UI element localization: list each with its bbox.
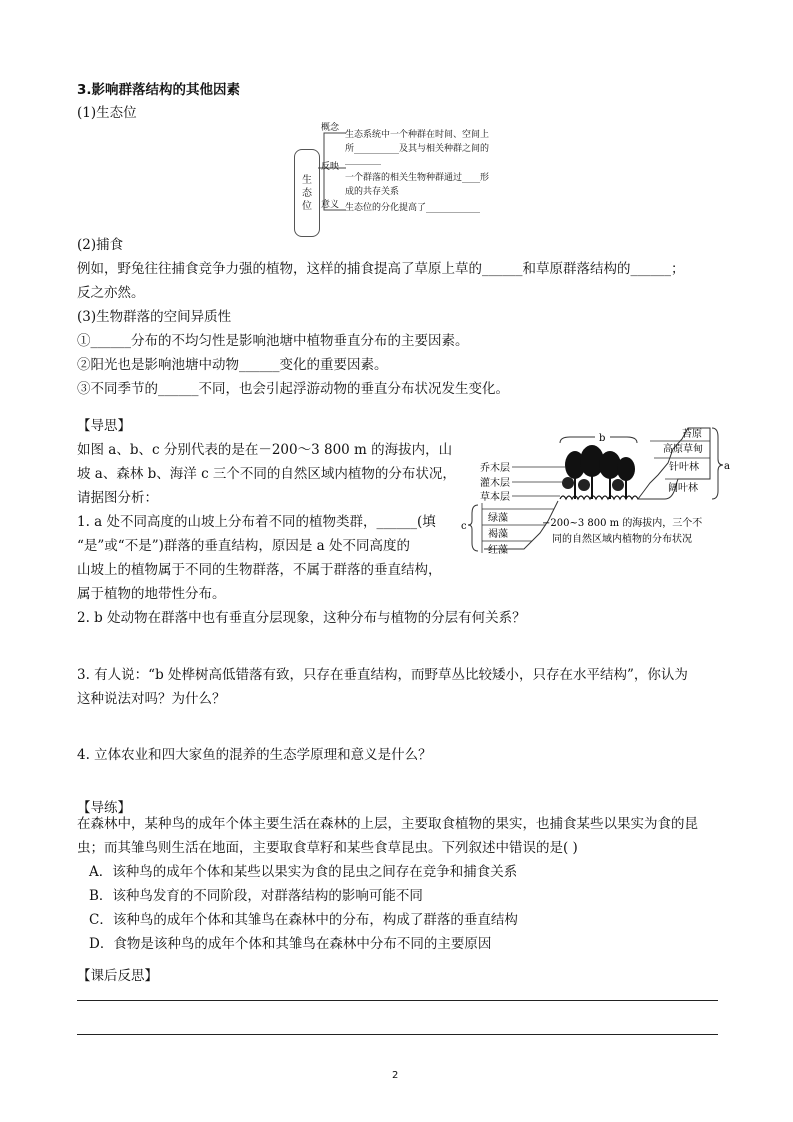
label-tundra: 苔原 [682,429,702,440]
niche-label-meaning: 意义 [321,200,340,210]
option-a: A．该种鸟的成年个体和某些以果实为食的昆虫之间存在竞争和捕食关系 [89,864,518,880]
daosi-intro-1: 如图 a、b、c 分别代表的是在－200～3 800 m 的海拔内，山 [77,442,453,458]
niche-concept-l1: 生态系统中一个种群在时间、空间上 [345,130,490,140]
label-b: b [599,433,606,444]
daosi-intro-2: 坡 a、森林 b、海洋 c 三个不同的自然区域内植物的分布状况， [77,466,456,482]
daosi-q1-1: 1. a 处不同高度的山坡上分布着不同的植物类群，______(填 [77,514,436,530]
predation-line-1: 例如，野兔往往捕食竞争力强的植物，这样的捕食提高了草原上草的______和草原群落结构的______； [77,261,685,277]
daolian-heading: 【导练】 [77,800,131,816]
niche-concept-l3: ________ [345,155,381,165]
daosi-q1-4: 属于植物的地带性分布。 [77,586,226,602]
subheading-predation: (2)捕食 [77,237,124,253]
label-conifer: 针叶林 [669,462,699,473]
daosi-q1-3: 山坡上的植物属于不同的生物群落，不属于群落的垂直结构， [77,562,442,578]
niche-label-reflect: 反映 [321,162,340,172]
option-b: B．该种鸟发育的不同阶段，对群落结构的影响可能不同 [89,888,423,904]
daosi-q2: 2. b 处动物在群落中也有垂直分层现象，这种分布与植物的分层有何关系？ [77,610,526,626]
label-c: c [461,521,467,532]
subheading-niche: (1)生态位 [77,105,137,121]
forest-trees-icon [560,445,638,499]
heterogeneity-1: ①______分布的不均匀性是影响池塘中植物垂直分布的主要因素。 [77,333,469,349]
daosi-q3-2: 这种说法对吗？为什么？ [77,691,226,707]
page-number: 2 [392,1070,399,1081]
label-broadleaf: 阔叶林 [668,483,698,494]
niche-reflect-l1: 一个群落的相关生物种群通过____形 [345,173,490,183]
niche-concept-l2: 所__________及其与相关种群之间的 [345,144,490,154]
daosi-q1-2: “是”或“不是”)群落的垂直结构，原因是 a 处不同高度的 [77,538,411,554]
figure-caption-2: 同的自然区域内植物的分布状况 [552,534,692,545]
heterogeneity-3: ③不同季节的______不同，也会引起浮游动物的垂直分布状况发生变化。 [77,381,509,397]
niche-center-box [294,149,320,237]
center-char-2: 态 [302,187,312,199]
label-herb-layer: 草本层 [480,492,510,503]
reflection-heading: 【课后反思】 [77,968,158,984]
subheading-heterogeneity: (3)生物群落的空间异质性 [77,309,232,325]
option-d: D．食物是该种鸟的成年个体和其雏鸟在森林中分布不同的主要原因 [89,936,492,952]
niche-reflect-l2: 成的共存关系 [345,187,400,197]
predation-line-2: 反之亦然。 [77,285,145,301]
label-alpine-meadow: 高原草甸 [663,444,703,455]
section-title: 3.影响群落结构的其他因素 [77,82,241,98]
daosi-heading: 【导思】 [77,418,131,434]
label-shrub-layer: 灌木层 [480,478,510,489]
daolian-stem-2: 虫；而其雏鸟则生活在地面，主要取食草籽和某些食草昆虫。下列叙述中错误的是( ) [77,840,578,856]
vegetation-figure [460,425,730,560]
daosi-intro-3: 请据图分析： [77,490,158,506]
center-char-3: 位 [302,200,312,212]
figure-caption-1: −200~3 800 m 的海拔内，三个不 [542,518,703,529]
daolian-stem-1: 在森林中，某种鸟的成年个体主要生活在森林的上层，主要取食植物的果实，也捕食某些以果实为食的昆 [77,816,698,832]
label-red-algae: 红藻 [488,545,508,556]
reflection-line-1 [77,1000,718,1001]
center-char-1: 生 [302,174,312,186]
niche-label-concept: 概念 [321,123,340,133]
heterogeneity-2: ②阳光也是影响池塘中动物______变化的重要因素。 [77,357,388,373]
daosi-q3-1: 3. 有人说：“b 处桦树高低错落有致，只存在垂直结构，而野草丛比较矮小，只存在水平结构”，你认为 [77,667,688,683]
daosi-q4: 4. 立体农业和四大家鱼的混养的生态学原理和意义是什么？ [77,747,432,763]
niche-meaning-l1: 生态位的分化提高了____________ [345,203,481,213]
option-c: C．该种鸟的成年个体和其雏鸟在森林中的分布，构成了群落的垂直结构 [89,912,518,928]
label-green-algae: 绿藻 [488,513,508,524]
label-a: a [724,461,730,472]
reflection-line-2 [77,1034,718,1035]
label-tree-layer: 乔木层 [480,463,510,474]
label-brown-algae: 褐藻 [488,529,508,540]
